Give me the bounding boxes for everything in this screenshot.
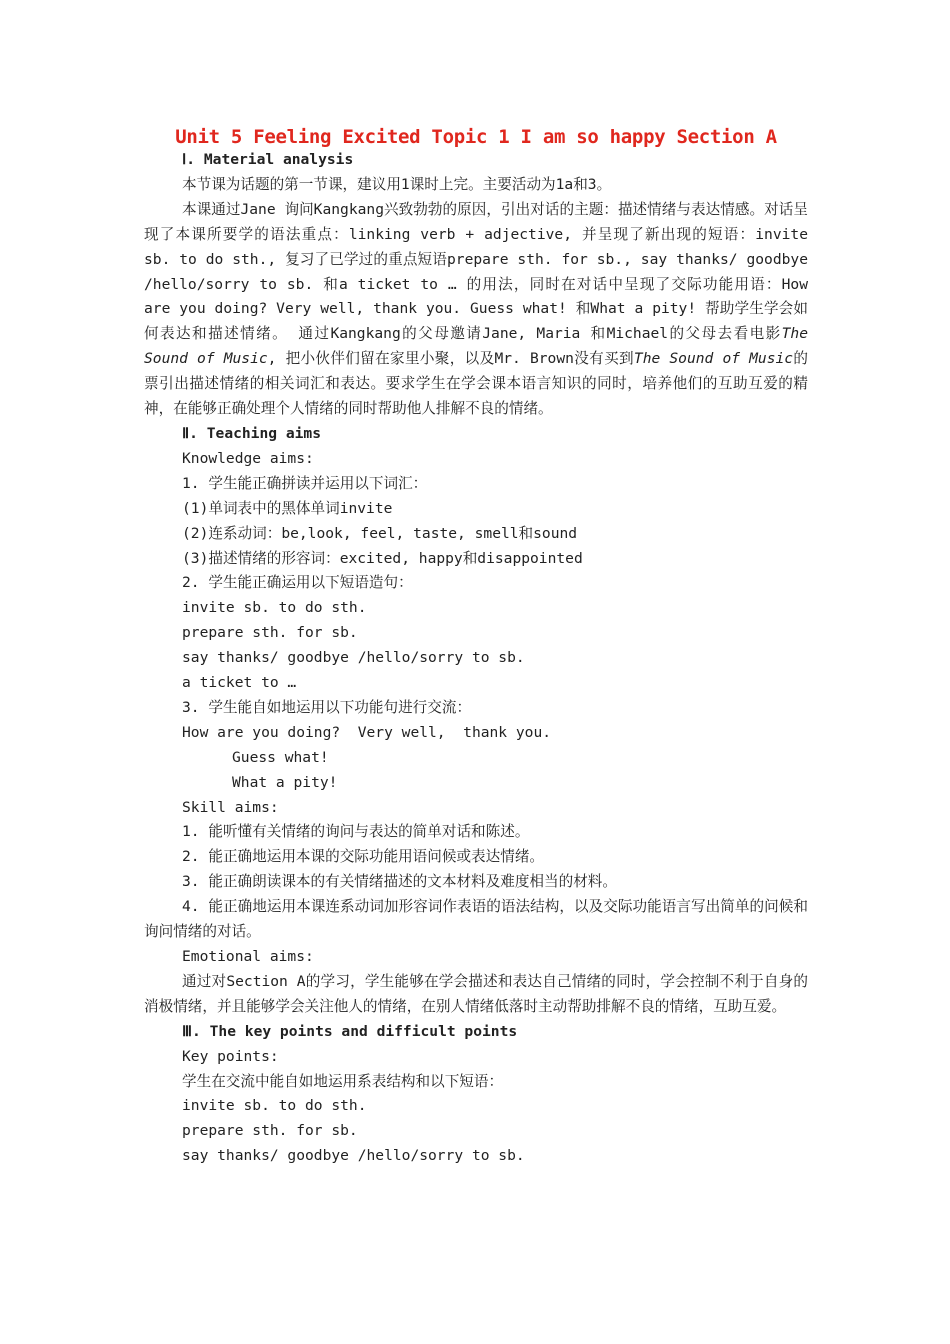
function-sentence: Guess what! <box>232 748 329 766</box>
material-paragraph-2 <box>144 198 808 422</box>
function-sentence: What a pity! <box>232 773 338 791</box>
movie-title: The Sound of Music <box>144 325 808 368</box>
phrase-item: a ticket to … <box>182 674 297 692</box>
phrase-item: say thanks/ goodbye /hello/sorry to sb. <box>182 649 525 667</box>
skill-item: 3. 能正确朗读课本的有关情绪描述的文本材料及难度相当的材料。 <box>182 873 617 891</box>
paragraph-text: 的票引出描述情绪的相关词汇和表达。要求学生在学会课本语言知识的同时，培养他们的互助互爱的精神，在能够正确处理个人情绪的同时帮助他人排解不良的情绪。 <box>144 350 808 418</box>
key-points-label: Key points: <box>182 1047 279 1065</box>
knowledge-item-2: 2. 学生能正确运用以下短语造句： <box>182 574 413 592</box>
section-heading-teaching-aims: Ⅱ. Teaching aims <box>182 424 321 442</box>
document-page <box>144 120 808 1169</box>
paragraph-text: 本课通过Jane 询问Kangkang兴致勃勃的原因，引出对话的主题：描述情绪与表达情感。对话呈现了本课所要学的语法重点：linking verb + adjective, 并呈现了新出现的短语：invite sb. to do sth., 复习了已学过的重点短语prepare sth. for sb., say thanks/ goodbye /hello/sorry to sb. 和a ticket to … 的用法，同时在对话中呈现了交际功能用语：How are you doing? Very well, thank you. Guess what! 和What a pity! 帮助学生学会如何表达和描述情绪。 通过Kangkang的父母邀请Jane, Maria 和Michael的父母去看电影 <box>144 200 808 343</box>
function-sentence: How are you doing? Very well, thank you. <box>182 723 552 741</box>
vocab-item: (2)连系动词：be,look, feel, taste, smell和sound <box>182 524 578 542</box>
key-phrase-item: prepare sth. for sb. <box>182 1122 358 1140</box>
skill-item-4: 4. 能正确地运用本课连系动词加形容词作表语的语法结构，以及交际功能语言写出简单的问候和询问情绪的对话。 <box>144 898 808 941</box>
key-points-intro: 学生在交流中能自如地运用系表结构和以下短语： <box>182 1072 504 1090</box>
knowledge-item-3: 3. 学生能自如地运用以下功能句进行交流： <box>182 698 472 716</box>
material-paragraph-1: 本节课为话题的第一节课，建议用1课时上完。主要活动为1a和3。 <box>182 175 612 193</box>
skill-item: 1. 能听懂有关情绪的询问与表达的简单对话和陈述。 <box>182 823 530 841</box>
vocab-item: (3)描述情绪的形容词：excited, happy和disappointed <box>182 549 583 567</box>
document-title: Unit 5 Feeling Excited Topic 1 I am so happy Section A <box>175 126 777 148</box>
knowledge-aims-label: Knowledge aims: <box>182 449 314 467</box>
emotional-aims-paragraph: 通过对Section A的学习，学生能够在学会描述和表达自己情绪的同时，学会控制不利于自身的消极情绪，并且能够学会关注他人的情绪，在别人情绪低落时主动帮助排解不良的情绪，互助互爱。 <box>144 972 808 1015</box>
skill-item: 2. 能正确地运用本课的交际功能用语问候或表达情绪。 <box>182 848 545 866</box>
movie-title: The Sound of Music <box>633 350 794 368</box>
paragraph-text: , 把小伙伴们留在家里小聚，以及Mr. Brown没有买到 <box>267 350 634 368</box>
skill-aims-label: Skill aims: <box>182 798 279 816</box>
phrase-item: invite sb. to do sth. <box>182 599 367 617</box>
phrase-item: prepare sth. for sb. <box>182 624 358 642</box>
key-phrase-item: say thanks/ goodbye /hello/sorry to sb. <box>182 1147 525 1165</box>
section-heading-key-points: Ⅲ. The key points and difficult points <box>182 1022 518 1040</box>
key-phrase-item: invite sb. to do sth. <box>182 1097 367 1115</box>
section-heading-material: Ⅰ. Material analysis <box>182 151 354 168</box>
knowledge-item-1: 1. 学生能正确拼读并运用以下词汇： <box>182 474 428 492</box>
emotional-aims-label: Emotional aims: <box>182 948 314 965</box>
vocab-item: (1)单词表中的黑体单词invite <box>182 499 393 517</box>
